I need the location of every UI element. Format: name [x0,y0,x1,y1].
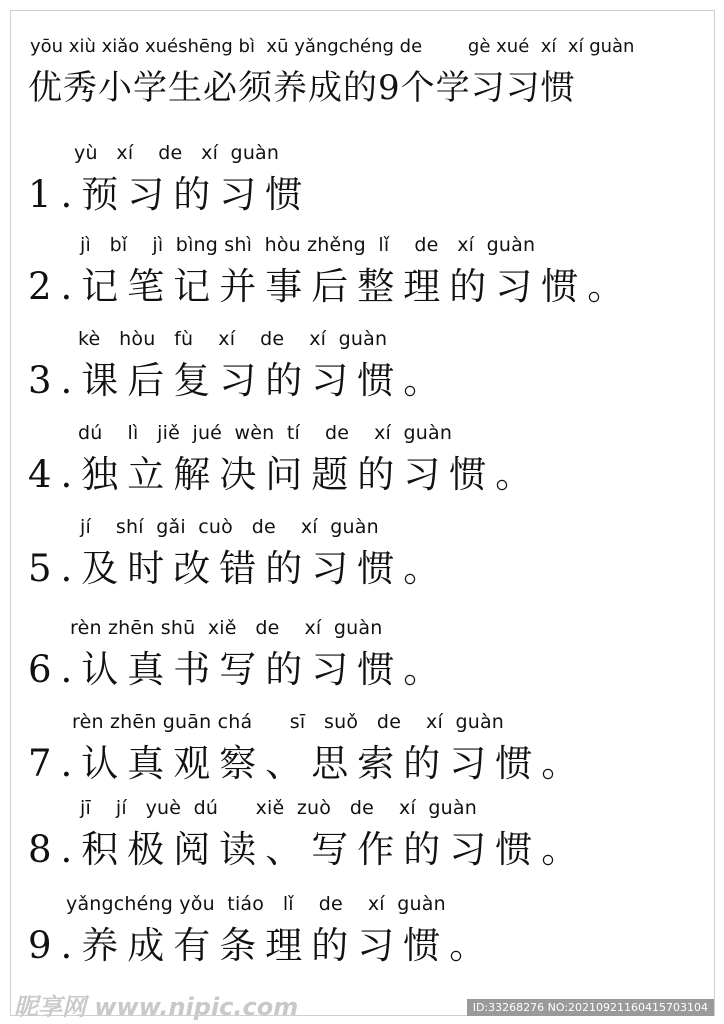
item-pinyin: yù xí de xí guàn [74,142,280,164]
item-text: 7.认真观察、思索的习惯。 [28,742,588,785]
item-pinyin: jí shí gǎi cuò de xí guàn [80,516,379,538]
item-text: 8.积极阅读、写作的习惯。 [28,828,588,871]
title-pinyin: yōu xiù xiǎo xuéshēng bì xū yǎngchéng de gè xué xí xí guàn [30,36,635,57]
item-text: 4.独立解决问题的习惯。 [28,453,542,496]
item-pinyin: rèn zhēn guān chá sī suǒ de xí guàn [72,711,505,733]
item-text: 3.课后复习的习惯。 [28,359,450,402]
item-pinyin: jī jí yuè dú xiě zuò de xí guàn [80,797,477,819]
item-text: 9.养成有条理的习惯。 [28,924,496,967]
item-text: 2.记笔记并事后整理的习惯。 [28,265,634,308]
item-text: 5.及时改错的习惯。 [28,547,450,590]
item-pinyin: jì bǐ jì bìng shì hòu zhěng lǐ de xí guàn [80,234,536,256]
item-pinyin: dú lì jiě jué wèn tí de xí guàn [78,422,453,444]
item-pinyin: kè hòu fù xí de xí guàn [78,328,388,350]
image-id-badge: ID:33268276 NO:20210921160415703104 [467,999,714,1016]
item-pinyin: rèn zhēn shū xiě de xí guàn [70,617,383,639]
site-watermark: 昵享网 www.nipic.com [14,993,299,1021]
item-pinyin: yǎngchéng yǒu tiáo lǐ de xí guàn [66,893,446,915]
page-title: 优秀小学生必须养成的9个学习习惯 [28,68,576,108]
item-text: 6.认真书写的习惯。 [28,648,450,691]
item-text: 1.预习的习惯 [28,173,312,216]
